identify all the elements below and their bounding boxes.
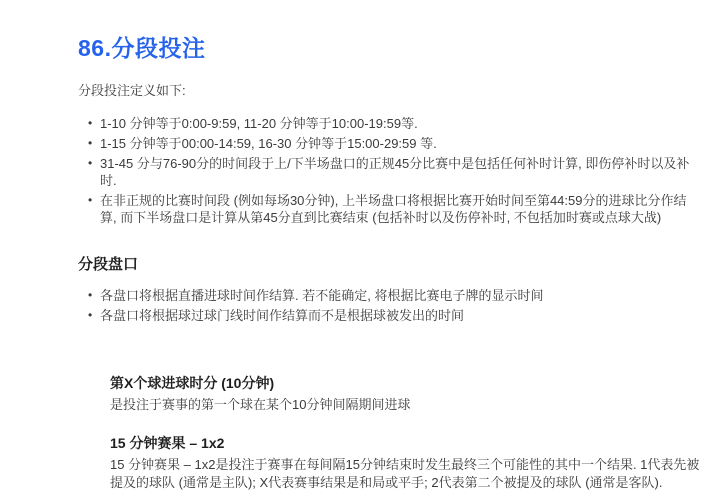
list-item: • 各盘口将根据球过球门线时间作结算而不是根据球被发出的时间 — [78, 307, 700, 324]
intro-text: 分段投注定义如下: — [78, 83, 186, 98]
subsection-heading-15min-result-1x2: 15 分钟赛果 – 1x2 — [110, 435, 225, 451]
list-item: • 各盘口将根据直播进球时间作结算. 若不能确定, 将根据比赛电子牌的显示时间 — [78, 287, 700, 304]
subsection-body-15min-result-1x2: 15 分钟赛果 – 1x2是投注于赛事在每间隔15分钟结束时发生最终三个可能性的其中一个结果. 1代表先被提及的球队 (通常是主队); X代表赛事结果是和局或平手; 2代表第二个被提及的球队 (通常是客队). — [110, 457, 700, 490]
list-item: • 在非正规的比赛时间段 (例如每场30分钟), 上半场盘口将根据比赛开始时间至第44:59分的进球比分作结算, 而下半场盘口是计算从第45分直到比赛结束 (包括补时以及伤停补时, 不包括加时赛或点球大战) — [78, 192, 700, 226]
subsections-block — [110, 373, 700, 492]
section-heading-segment-markets: 分段盘口 — [78, 256, 139, 273]
settlement-rules-list — [78, 287, 700, 324]
subsection-body-nth-goal-time: 是投注于赛事的第一个球在某个10分钟间隔期间进球 — [110, 397, 411, 412]
list-item: • 31-45 分与76-90分的时间段于上/下半场盘口的正规45分比赛中是包括任何补时计算, 即伤停补时以及补时. — [78, 155, 700, 189]
subsection-nth-goal-time — [110, 373, 700, 414]
subsection-15min-result-1x2 — [110, 433, 700, 492]
list-item: • 1-10 分钟等于0:00-9:59, 11-20 分钟等于10:00-19:59等. — [78, 115, 700, 132]
list-item: • 1-15 分钟等于00:00-14:59, 16-30 分钟等于15:00-29:59 等. — [78, 135, 700, 152]
page-title: 86.分段投注 — [78, 35, 206, 61]
definitions-list — [78, 115, 700, 226]
subsection-heading-nth-goal-time: 第X个球进球时分 (10分钟) — [110, 375, 275, 391]
